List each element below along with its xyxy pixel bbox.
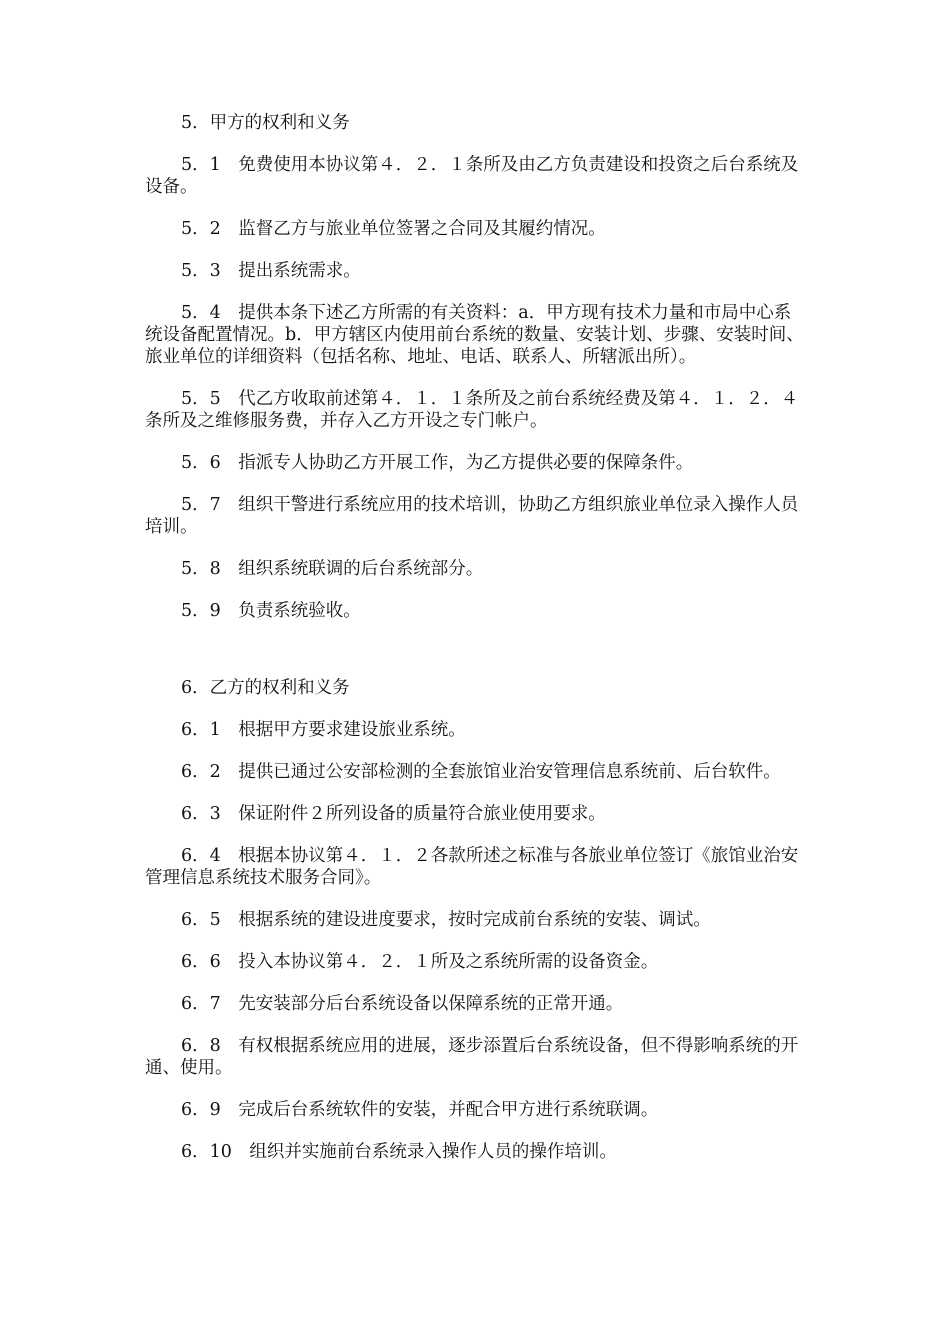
- clause-6-9: 6．9 完成后台系统软件的安装，并配合甲方进行系统联调。: [181, 1100, 659, 1120]
- clause-6-10: 6．10 组织并实施前台系统录入操作人员的操作培训。: [181, 1142, 617, 1162]
- clause-5-6: 5．6 指派专人协助乙方开展工作，为乙方提供必要的保障条件。: [181, 453, 694, 473]
- document-body: [145, 112, 805, 1183]
- section-5-heading: 5．甲方的权利和义务: [181, 113, 350, 133]
- clause-5-5: 5．5 代乙方收取前述第４．１．１条所及之前台系统经费及第４．１．２．４条所及之维修服务费，并存入乙方开设之专门帐户。: [145, 389, 799, 431]
- clause-6-1: 6．1 根据甲方要求建设旅业系统。: [181, 720, 466, 740]
- clause-5-7: 5．7 组织干警进行系统应用的技术培训，协助乙方组织旅业单位录入操作人员培训。: [145, 495, 799, 537]
- clause-5-3: 5．3 提出系统需求。: [181, 261, 361, 281]
- clause-6-3: 6．3 保证附件２所列设备的质量符合旅业使用要求。: [181, 804, 606, 824]
- clause-5-2: 5．2 监督乙方与旅业单位签署之合同及其履约情况。: [181, 219, 606, 239]
- clause-5-1: 5．1 免费使用本协议第４．２．１条所及由乙方负责建设和投资之后台系统及设备。: [145, 155, 799, 197]
- clause-5-4: 5．4 提供本条下述乙方所需的有关资料：a．甲方现有技术力量和市局中心系统设备配置情况。b．甲方辖区内使用前台系统的数量、安装计划、步骤、安装时间、旅业单位的详细资料（包括名称、地址、电话、联系人、所辖派出所）。: [145, 303, 804, 367]
- section-spacer: [145, 642, 805, 677]
- clause-6-6: 6．6 投入本协议第４．２．１所及之系统所需的设备资金。: [181, 952, 659, 972]
- clause-6-7: 6．7 先安装部分后台系统设备以保障系统的正常开通。: [181, 994, 624, 1014]
- clause-6-8: 6．8 有权根据系统应用的进展，逐步添置后台系统设备，但不得影响系统的开通、使用。: [145, 1036, 799, 1078]
- section-6-heading: 6．乙方的权利和义务: [181, 678, 350, 698]
- clause-6-4: 6．4 根据本协议第４．１．２各款所述之标准与各旅业单位签订《旅馆业治安管理信息系统技术服务合同》。: [145, 846, 799, 888]
- clause-5-8: 5．8 组织系统联调的后台系统部分。: [181, 559, 484, 579]
- clause-6-5: 6．5 根据系统的建设进度要求，按时完成前台系统的安装、调试。: [181, 910, 711, 930]
- clause-5-9: 5．9 负责系统验收。: [181, 601, 361, 621]
- clause-6-2: 6．2 提供已通过公安部检测的全套旅馆业治安管理信息系统前、后台软件。: [181, 762, 781, 782]
